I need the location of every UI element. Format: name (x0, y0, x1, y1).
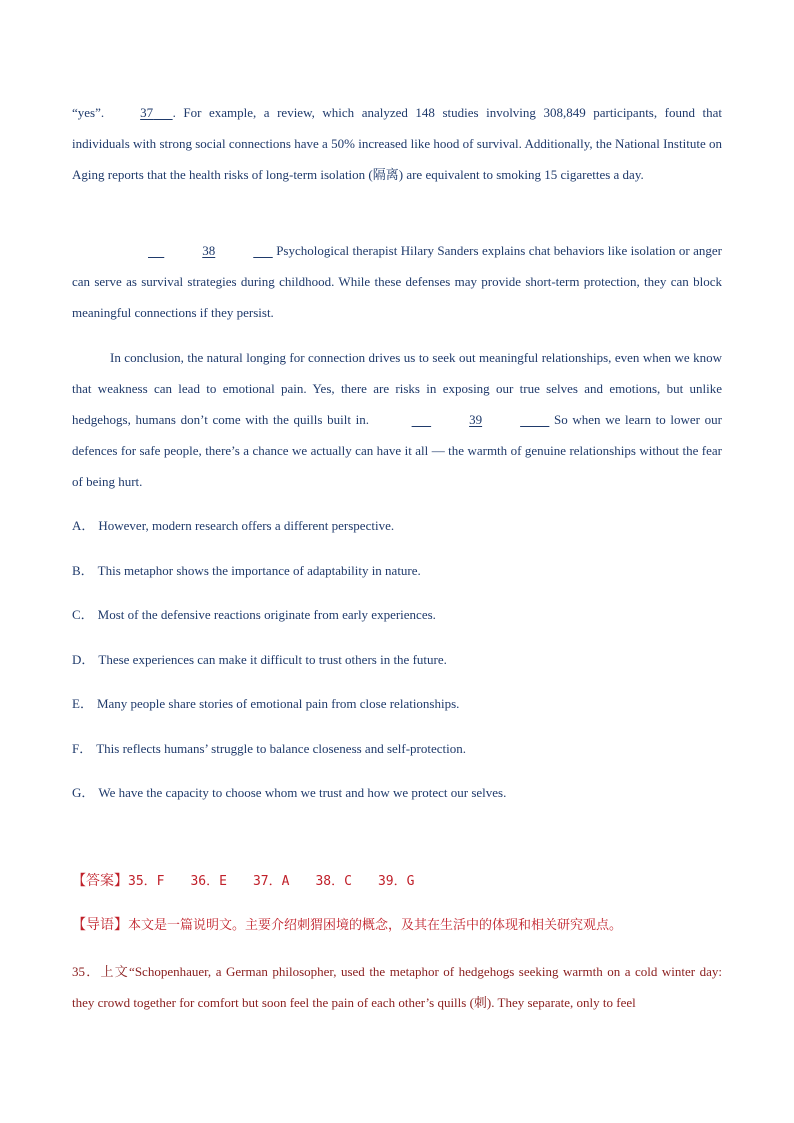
option-letter: G． (72, 785, 95, 800)
option-letter: A． (72, 518, 95, 533)
option-d (72, 650, 722, 670)
passage-paragraph-1 (72, 97, 722, 190)
blank-39: 39 (469, 412, 483, 427)
paragraph-text: Psychological therapist Hilary Sanders explains chat behaviors like isolation or anger can serve as survival strategies during childhood. While these defenses may provide short-term protection, they can block meaningful connections if they persist. (72, 243, 722, 320)
option-g (72, 783, 722, 803)
option-text: However, modern research offers a different perspective. (98, 518, 395, 533)
option-text: This metaphor shows the importance of adaptability in nature. (97, 563, 421, 578)
blank-38: 38 (202, 243, 216, 258)
option-b (72, 561, 722, 581)
option-c (72, 605, 722, 625)
explanation-35: 35．上文“Schopenhauer, a German philosopher, used the metaphor of hedgehogs seeking warmth on a cold winter day: they crowd together for comfort but soon feel the pain of each other’s quills (刺). They separate, only to feel (72, 964, 722, 1010)
answer-line (72, 872, 732, 892)
answer-item: 38．C (315, 874, 352, 889)
option-text: Most of the defensive reactions originate from early experiences. (97, 607, 436, 622)
answer-tag: 【答案】 (72, 874, 128, 889)
answer-item: 39．G (377, 874, 415, 889)
passage-paragraph-3 (72, 342, 722, 497)
blank-37: 37 (140, 105, 154, 120)
passage-paragraph-2 (72, 235, 722, 328)
answer-item: 36．E (190, 874, 227, 889)
option-letter: B． (72, 563, 94, 578)
option-text: These experiences can make it difficult to trust others in the future. (98, 652, 447, 667)
option-text: We have the capacity to choose whom we trust and how we protect our selves. (98, 785, 507, 800)
guide-tag: 【导语】 (72, 918, 128, 933)
option-letter: F． (72, 741, 93, 756)
paragraph-text-after: So when we learn to lower our defences for safe people, there’s a chance we actually can have it all — the warmth of genuine relationships without the fear of being hurt. (72, 412, 722, 489)
option-e (72, 694, 722, 714)
option-text: Many people share stories of emotional pain from close relationships. (96, 696, 460, 711)
guide-line (72, 916, 732, 936)
paragraph-start: “yes”. (72, 105, 105, 120)
option-letter: C． (72, 607, 94, 622)
option-f (72, 739, 722, 759)
paragraph-text: . For example, a review, which analyzed 148 studies involving 308,849 participants, found that individuals with strong social connections have a 50% increased like hood of survival. Additionally, the National Institute on Aging reports that the health risks of long-term isolation (隔离) are equivalent to smoking 15 cigarettes a day. (72, 105, 722, 182)
answer-item: 37．A (252, 874, 290, 889)
option-letter: E． (72, 696, 93, 711)
option-a (72, 516, 722, 536)
answer-list (128, 874, 440, 889)
paragraph-text-before: In conclusion, the natural longing for connection drives us to seek out meaningful relationships, even when we know that weakness can lead to emotional pain. Yes, there are risks in exposing our true selves and emotions, but unlike hedgehogs, humans don’t come with the quills built in. (72, 350, 722, 427)
answer-item: 35．F (128, 874, 165, 889)
option-text: This reflects humans’ struggle to balance closeness and self-protection. (96, 741, 467, 756)
option-letter: D． (72, 652, 95, 667)
guide-text: 本文是一篇说明文。主要介绍刺猬困境的概念，及其在生活中的体现和相关研究观点。 (128, 918, 623, 933)
